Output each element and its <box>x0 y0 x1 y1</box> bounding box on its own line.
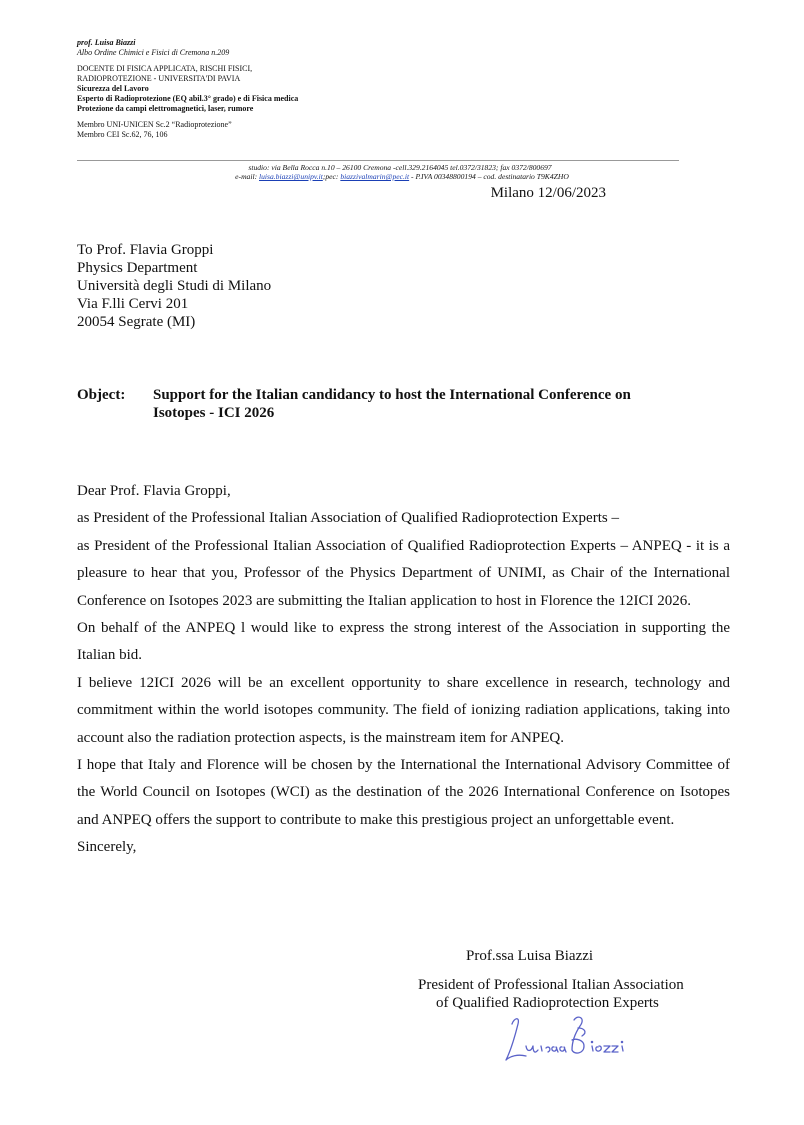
letterhead-membership: Membro CEI Sc.62, 76, 106 <box>77 130 168 139</box>
letterhead-line: RADIOPROTEZIONE - UNIVERSITA'DI PAVIA <box>77 74 241 83</box>
studio-address: studio: via Bella Rocca n.10 – 26100 Cremona -cell.329.2164045 tel.0372/31823; fax 0372/800697 <box>248 163 552 172</box>
recipient-line: To Prof. Flavia Groppi <box>77 242 214 258</box>
paragraph: as President of the Professional Italian Association of Qualified Radioprotection Experts – ANPEQ - it is a pleasure to hear that you, Professor of the Physics Department of UNIMI, as Chair of the International Conference on Isotopes 2023 are submitting the Italian application to host in Florence the 12ICI 2026. <box>77 537 730 609</box>
email-label: e-mail: <box>235 172 258 181</box>
letterhead-contacts <box>0 163 804 181</box>
handwritten-signature <box>496 1010 646 1070</box>
contact-line <box>0 172 804 181</box>
object-line: Isotopes - ICI 2026 <box>153 405 275 421</box>
recipient-line: Via F.lli Cervi 201 <box>77 296 189 312</box>
email-link[interactable]: luisa.biazzi@unipv.it <box>259 172 323 181</box>
letterhead-line: DOCENTE DI FISICA APPLICATA, RISCHI FISICI, <box>77 64 253 73</box>
signatory-title-line: President of Professional Italian Association <box>418 977 684 993</box>
letterhead-line: Protezione da campi elettromagnetici, laser, rumore <box>77 104 254 113</box>
letterhead-albo: Albo Ordine Chimici e Fisici di Cremona n.209 <box>77 48 230 57</box>
letterhead-line: Sicurezza del Lavoro <box>77 84 149 93</box>
pec-label: ;pec: <box>322 172 339 181</box>
signatory-title-line: of Qualified Radioprotection Experts <box>436 995 659 1011</box>
paragraph: I hope that Italy and Florence will be chosen by the International the International Advisory Committee of the World Council on Isotopes (WCI) as the destination of the 2026 International Conference on Isotopes and ANPEQ offers the support to contribute to make this prestigious project an unforgettable event. <box>77 757 730 828</box>
letterhead-membership: Membro UNI-UNICEN Sc.2 “Radioprotezione” <box>77 120 232 129</box>
letterhead <box>77 38 298 140</box>
signatory-title <box>418 976 684 1012</box>
paragraph: On behalf of the ANPEQ l would like to express the strong interest of the Association in supporting the Italian bid. <box>77 620 730 664</box>
recipient-line: 20054 Segrate (MI) <box>77 314 196 330</box>
letter-date: Milano 12/06/2023 <box>490 185 606 201</box>
letterhead-divider <box>77 160 679 161</box>
letter-line: as President of the Professional Italian Association of Qualified Radioprotection Experts – <box>77 510 619 527</box>
recipient-address <box>77 241 271 331</box>
signatory-name: Prof.ssa Luisa Biazzi <box>466 948 594 964</box>
piva-text: - P.IVA 00348800194 – cod. destinatario T9K4ZHO <box>409 172 569 181</box>
salutation: Dear Prof. Flavia Groppi, <box>77 483 231 499</box>
letterhead-line: Esperto di Radioprotezione (EQ abil.3° grado) e di Fisica medica <box>77 94 299 103</box>
letterhead-name: prof. Luisa Biazzi <box>77 38 136 47</box>
closing: Sincerely, <box>77 839 137 856</box>
recipient-line: Università degli Studi di Milano <box>77 278 272 294</box>
object-line: Support for the Italian candidancy to host the International Conference on <box>153 387 631 403</box>
letter-object <box>77 386 727 422</box>
recipient-line: Physics Department <box>77 260 198 276</box>
object-label: Object: <box>77 387 126 403</box>
letter-body <box>77 478 730 862</box>
paragraph: I believe 12ICI 2026 will be an excellent opportunity to share excellence in research, technology and commitment within the world isotopes community. The field of ionizing radiation applications, taking into account also the radiation protection aspects, is the mainstream item for ANPEQ. <box>77 674 730 746</box>
pec-link[interactable]: biazzivalmarin@pec.it <box>340 172 410 181</box>
